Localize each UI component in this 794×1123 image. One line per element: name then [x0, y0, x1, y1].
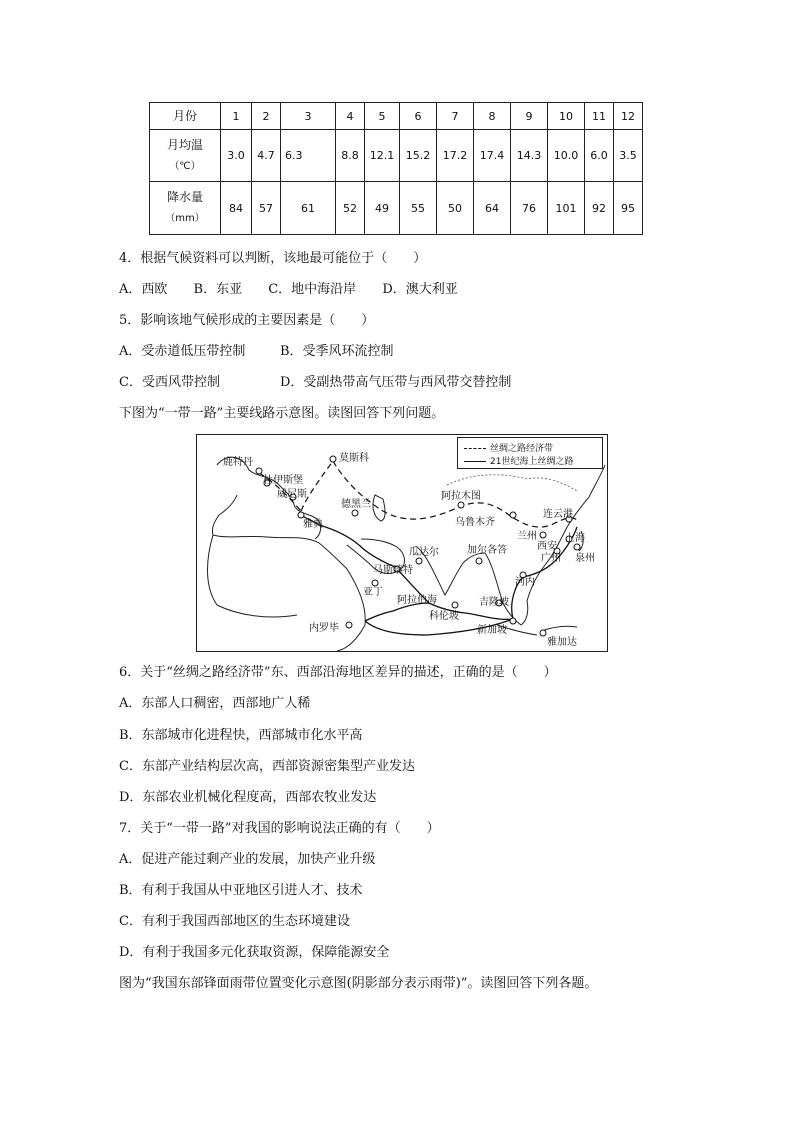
month-cell: 12 — [614, 103, 643, 130]
rain-cell: 49 — [365, 182, 400, 235]
label-rotterdam: 鹿特丹 — [223, 457, 253, 468]
month-cell: 2 — [252, 103, 281, 130]
month-cell: 8 — [474, 103, 511, 130]
legend-sea-label: 21世纪海上丝绸之路 — [490, 457, 574, 467]
label-kualalumpur: 吉隆坡 — [479, 597, 509, 608]
label-duisburg: 杜伊斯堡 — [263, 475, 303, 486]
rain-cell: 61 — [281, 182, 336, 235]
month-cell: 11 — [585, 103, 614, 130]
temp-cell: 3.0 — [221, 130, 252, 182]
q7-option-b[interactable]: B．有利于我国从中亚地区引进人才、技术 — [119, 883, 363, 898]
legend-sea — [464, 454, 573, 467]
label-aden: 亚丁 — [363, 587, 383, 598]
temp-cell: 14.3 — [511, 130, 548, 182]
q6-option-d[interactable]: D．东部农业机械化程度高，西部农牧业发达 — [119, 790, 377, 805]
month-cell: 5 — [365, 103, 400, 130]
rain-cell: 64 — [474, 182, 511, 235]
month-row — [150, 103, 643, 130]
temp-cell: 6.3 — [281, 130, 336, 182]
rain-unit: （mm） — [165, 213, 205, 224]
label-shanghai: 上海 — [565, 533, 585, 544]
rain-cell: 76 — [511, 182, 548, 235]
label-lanzhou: 兰州 — [517, 531, 537, 542]
label-moscow: 莫斯科 — [339, 453, 369, 464]
q5-stem: 5．影响该地气候形成的主要因素是（ ） — [119, 313, 375, 328]
rain-row — [150, 182, 643, 235]
map-intro: 下图为“一带一路”主要线路示意图。读图回答下列问题。 — [119, 406, 445, 421]
map-legend — [457, 437, 603, 469]
label-quanzhou: 泉州 — [575, 553, 595, 564]
rain-header — [150, 182, 221, 235]
legend-land-label: 丝绸之路经济带 — [490, 444, 554, 454]
temp-row — [150, 130, 643, 182]
q7-option-d[interactable]: D．有利于我国多元化获取资源，保障能源安全 — [119, 945, 390, 960]
month-cell: 10 — [548, 103, 585, 130]
label-lianyungang: 连云港 — [543, 509, 573, 520]
temp-cell: 3.5 — [614, 130, 643, 182]
rain-cell: 101 — [548, 182, 585, 235]
label-colombo: 科伦坡 — [429, 611, 459, 622]
climate-table — [149, 102, 643, 235]
month-cell: 6 — [400, 103, 437, 130]
q4-stem: 4．根据气候资料可以判断，该地最可能位于（ ） — [119, 251, 427, 266]
legend-land — [464, 441, 553, 454]
label-tehran: 德黑兰 — [341, 499, 371, 510]
q7-stem: 7．关于“一带一路”对我国的影响说法正确的有（ ） — [119, 821, 440, 836]
label-urumqi: 乌鲁木齐 — [455, 517, 495, 528]
label-xian: 西安 — [537, 541, 557, 552]
temp-label: 月均温 — [166, 137, 203, 152]
month-header: 月份 — [150, 103, 221, 130]
label-hanoi: 河内 — [515, 577, 535, 588]
label-nairobi: 内罗毕 — [309, 623, 339, 634]
rain-cell: 50 — [437, 182, 474, 235]
q4-option-d[interactable]: D．澳大利亚 — [382, 282, 458, 297]
belt-road-map — [196, 434, 608, 652]
month-cell: 4 — [336, 103, 365, 130]
label-gwadar: 瓜达尔 — [409, 547, 439, 558]
rain-cell: 95 — [614, 182, 643, 235]
q7-option-a[interactable]: A．促进产能过剩产业的发展，加快产业升级 — [119, 852, 376, 867]
rain-label: 降水量 — [166, 190, 203, 204]
temp-unit: （℃） — [169, 160, 201, 172]
label-singapore: 新加坡 — [477, 625, 507, 636]
temp-cell: 6.0 — [585, 130, 614, 182]
label-athens: 雅典 — [303, 519, 323, 530]
q7-option-c[interactable]: C．有利于我国西部地区的生态环境建设 — [119, 914, 350, 929]
label-venice: 威尼斯 — [277, 489, 307, 500]
month-cell: 3 — [281, 103, 336, 130]
month-cell: 1 — [221, 103, 252, 130]
q5-option-a[interactable]: A．受赤道低压带控制 — [119, 344, 246, 359]
rain-cell: 92 — [585, 182, 614, 235]
rain-cell: 52 — [336, 182, 365, 235]
label-guangzhou: 广州 — [541, 553, 561, 564]
q6-option-b[interactable]: B．东部城市化进程快，西部城市化水平高 — [119, 728, 363, 743]
temp-cell: 17.2 — [437, 130, 474, 182]
temp-cell: 10.0 — [548, 130, 585, 182]
q5-option-c[interactable]: C．受西风带控制 — [119, 375, 220, 390]
label-jakarta: 雅加达 — [547, 637, 577, 648]
temp-cell: 17.4 — [474, 130, 511, 182]
q6-stem: 6．关于“丝绸之路经济带”东、西部沿海地区差异的描述，正确的是（ ） — [119, 665, 557, 680]
q6-option-a[interactable]: A．东部人口稠密，西部地广人稀 — [119, 696, 311, 711]
temp-cell: 8.8 — [336, 130, 365, 182]
next-intro: 图为“我国东部锋面雨带位置变化示意图(阴影部分表示雨带)”。读图回答下列各题。 — [119, 976, 598, 991]
temp-cell: 4.7 — [252, 130, 281, 182]
temp-cell: 12.1 — [365, 130, 400, 182]
q4-option-b[interactable]: B．东亚 — [193, 282, 243, 297]
rain-cell: 57 — [252, 182, 281, 235]
q5-option-d[interactable]: D．受副热带高气压带与西风带交替控制 — [280, 375, 512, 390]
label-calcutta: 加尔各答 — [467, 545, 507, 556]
label-almaty: 阿拉木图 — [441, 491, 481, 502]
month-cell: 7 — [437, 103, 474, 130]
rain-cell: 84 — [221, 182, 252, 235]
q4-option-a[interactable]: A．西欧 — [119, 282, 168, 297]
month-cell: 9 — [511, 103, 548, 130]
temp-cell: 15.2 — [400, 130, 437, 182]
q4-option-c[interactable]: C．地中海沿岸 — [268, 282, 357, 297]
label-arabian-sea: 阿拉伯海 — [397, 595, 437, 606]
rain-cell: 55 — [400, 182, 437, 235]
temp-header — [150, 130, 221, 182]
q6-option-c[interactable]: C．东部产业结构层次高，西部资源密集型产业发达 — [119, 759, 415, 774]
q5-option-b[interactable]: B．受季风环流控制 — [280, 344, 394, 359]
label-muscat: 马斯喀特 — [373, 565, 413, 576]
q4-options — [119, 281, 480, 299]
